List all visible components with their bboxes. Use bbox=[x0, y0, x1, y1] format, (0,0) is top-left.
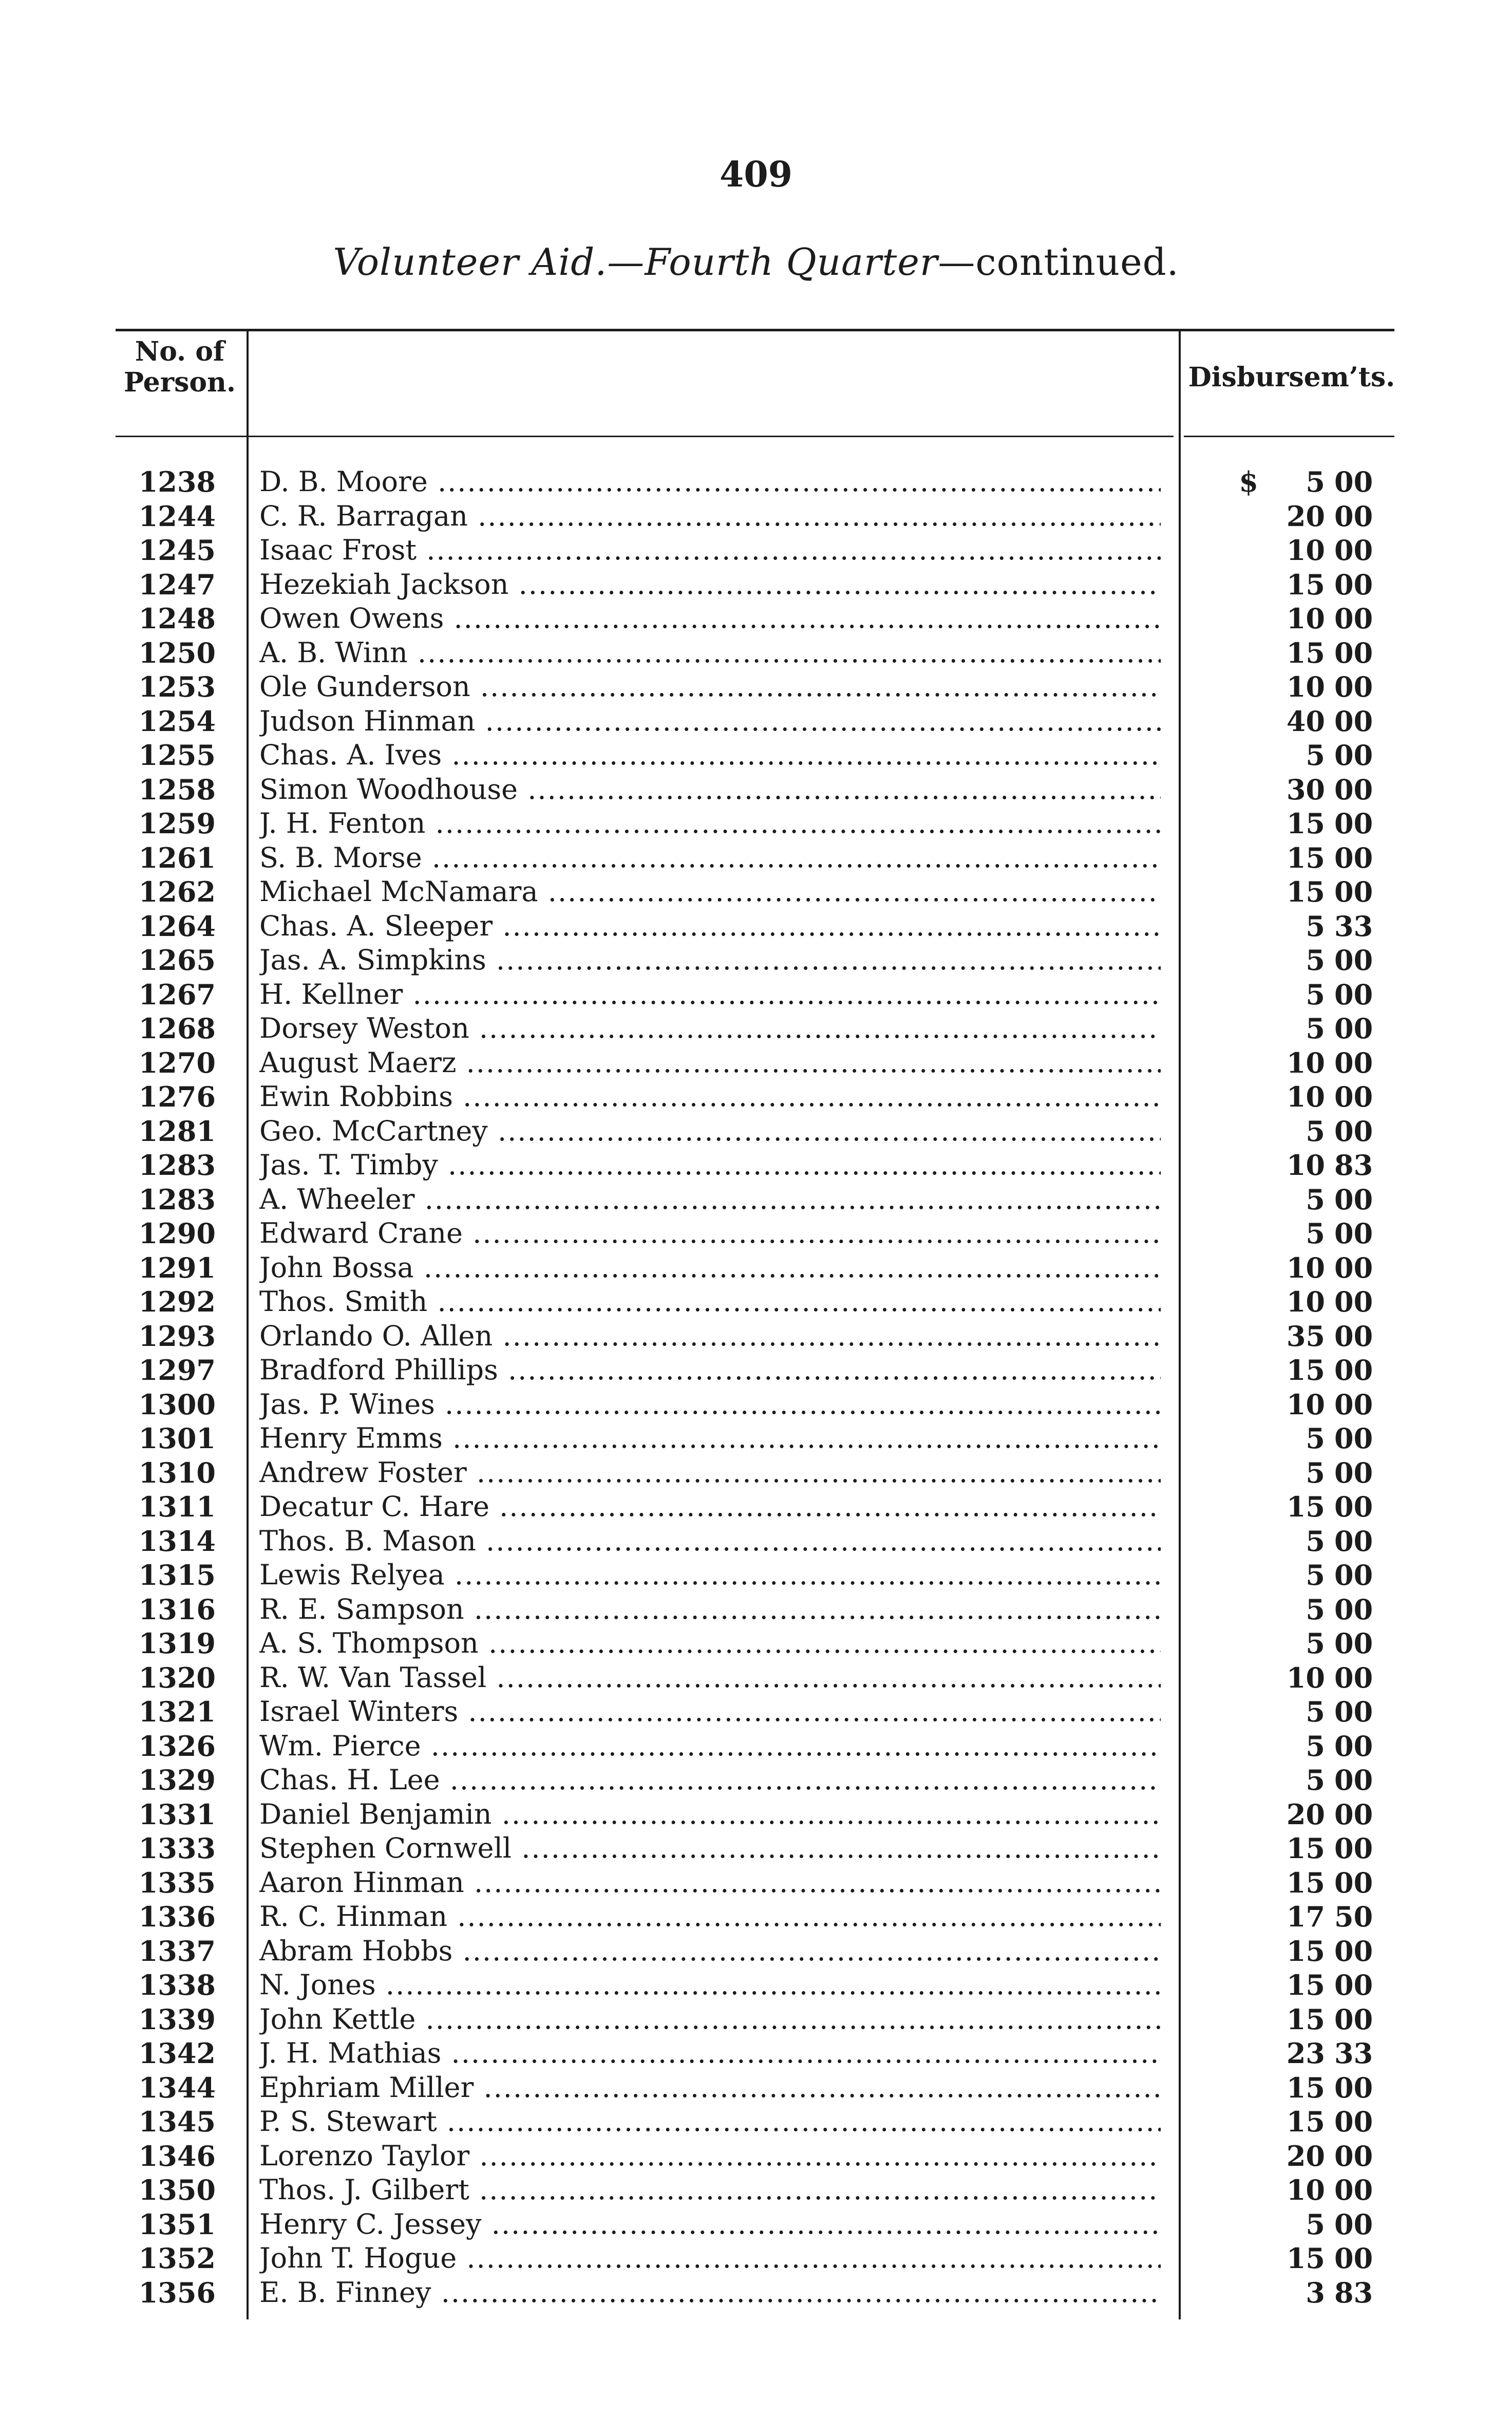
amount-dollars: 5 bbox=[1306, 909, 1325, 943]
person-name: Wm. Pierce ..... bbox=[259, 1729, 1161, 1764]
person-name: Ole Gunderson ..... bbox=[259, 670, 1161, 704]
table-row bbox=[0, 1695, 1512, 1729]
person-name: R. C. Hinman ..... bbox=[259, 1900, 1161, 1934]
person-name: Judson Hinman ..... bbox=[259, 704, 1161, 739]
amount-dollars: 5 bbox=[1306, 1764, 1325, 1796]
amount-dollars: 3 bbox=[1306, 2276, 1325, 2309]
table-row bbox=[0, 1900, 1512, 1934]
person-number: 1314 bbox=[138, 1524, 216, 1558]
amount-cents: 83 bbox=[1334, 1149, 1373, 1182]
person-number: 1315 bbox=[138, 1559, 216, 1591]
amount-cents: 00 bbox=[1334, 602, 1373, 635]
amount-dollars: 23 bbox=[1286, 2037, 1325, 2070]
amount-cents: 00 bbox=[1334, 534, 1373, 567]
person-name: Andrew Foster ..... bbox=[259, 1456, 1161, 1490]
table-row bbox=[0, 1216, 1512, 1251]
table-row bbox=[0, 1558, 1512, 1593]
person-number: 1293 bbox=[138, 1319, 216, 1353]
page-number: 409 bbox=[720, 154, 792, 195]
person-name: Daniel Benjamin ..... bbox=[259, 1797, 1161, 1832]
amount-dollars: 20 bbox=[1286, 2139, 1325, 2172]
table-row bbox=[0, 1593, 1512, 1627]
table-row bbox=[0, 636, 1512, 670]
amount-cents: 00 bbox=[1334, 1114, 1373, 1148]
person-number: 1262 bbox=[138, 875, 216, 908]
amount-dollars: 15 bbox=[1286, 2105, 1325, 2138]
person-number: 1338 bbox=[138, 1969, 216, 2001]
person-name: J. H. Mathias ..... bbox=[259, 2036, 1161, 2071]
amount-dollars: 10 bbox=[1286, 1661, 1325, 1694]
currency-symbol: $ bbox=[1239, 465, 1258, 498]
amount-dollars: 5 bbox=[1306, 1524, 1325, 1558]
table-row bbox=[0, 1080, 1512, 1114]
person-name: Owen Owens ..... bbox=[259, 602, 1161, 636]
person-number: 1326 bbox=[138, 1729, 216, 1763]
table-row bbox=[0, 1626, 1512, 1661]
amount-cents: 00 bbox=[1334, 875, 1373, 908]
person-number: 1310 bbox=[138, 1456, 216, 1489]
header-bottom-rule-left bbox=[116, 436, 1174, 437]
amount-dollars: 5 bbox=[1306, 1559, 1325, 1591]
table-row bbox=[0, 1319, 1512, 1354]
person-number: 1292 bbox=[138, 1285, 216, 1318]
amount-dollars: 35 bbox=[1286, 1319, 1325, 1353]
page-title-main: Volunteer Aid.—Fourth Quarter bbox=[333, 240, 938, 284]
amount-cents: 00 bbox=[1334, 1490, 1373, 1523]
table-row bbox=[0, 1797, 1512, 1832]
person-name: S. B. Morse ..... bbox=[259, 841, 1161, 875]
person-name: Isaac Frost ..... bbox=[259, 533, 1161, 568]
person-name: Hezekiah Jackson ..... bbox=[259, 568, 1161, 602]
amount-cents: 00 bbox=[1334, 1559, 1373, 1591]
amount-cents: 00 bbox=[1334, 978, 1373, 1011]
amount-cents: 00 bbox=[1334, 944, 1373, 977]
table-row bbox=[0, 533, 1512, 568]
amount-cents: 00 bbox=[1334, 1593, 1373, 1626]
person-number: 1254 bbox=[138, 704, 216, 738]
amount-dollars: 15 bbox=[1286, 2242, 1325, 2275]
column-header-disbursements: Disbursem’ts. bbox=[1188, 362, 1395, 393]
person-number: 1255 bbox=[138, 739, 216, 772]
amount-dollars: 10 bbox=[1286, 1388, 1325, 1421]
amount-dollars: 15 bbox=[1286, 1969, 1325, 2001]
amount-cents: 00 bbox=[1334, 1797, 1373, 1831]
person-name: C. R. Barragan ..... bbox=[259, 499, 1161, 534]
amount-dollars: 15 bbox=[1286, 2071, 1325, 2104]
person-number: 1356 bbox=[138, 2276, 216, 2309]
person-name: Abram Hobbs ..... bbox=[259, 1934, 1161, 1969]
amount-dollars: 5 bbox=[1306, 465, 1325, 498]
table-row bbox=[0, 1524, 1512, 1559]
person-name: R. E. Sampson ..... bbox=[259, 1593, 1161, 1627]
person-number: 1342 bbox=[138, 2037, 216, 2070]
table-row bbox=[0, 978, 1512, 1012]
amount-dollars: 40 bbox=[1286, 704, 1325, 738]
amount-cents: 00 bbox=[1334, 1456, 1373, 1489]
person-name: Thos. Smith ..... bbox=[259, 1285, 1161, 1319]
person-number: 1265 bbox=[138, 944, 216, 977]
person-name: Henry C. Jessey ..... bbox=[259, 2207, 1161, 2242]
amount-dollars: 20 bbox=[1286, 1797, 1325, 1831]
person-number: 1320 bbox=[138, 1661, 216, 1694]
person-number: 1331 bbox=[138, 1797, 216, 1831]
amount-dollars: 15 bbox=[1286, 1490, 1325, 1523]
table-row bbox=[0, 1285, 1512, 1319]
table-row bbox=[0, 738, 1512, 773]
person-name: Simon Woodhouse ..... bbox=[259, 773, 1161, 807]
amount-dollars: 10 bbox=[1286, 1251, 1325, 1284]
person-number: 1291 bbox=[138, 1251, 216, 1284]
amount-cents: 00 bbox=[1334, 1524, 1373, 1558]
person-number: 1283 bbox=[138, 1149, 216, 1182]
table-row bbox=[0, 1046, 1512, 1080]
person-number: 1329 bbox=[138, 1764, 216, 1796]
amount-cents: 00 bbox=[1334, 2174, 1373, 2206]
amount-dollars: 5 bbox=[1306, 1217, 1325, 1250]
table-row bbox=[0, 670, 1512, 704]
person-number: 1247 bbox=[138, 568, 216, 601]
person-number: 1352 bbox=[138, 2242, 216, 2275]
person-name: Dorsey Weston ..... bbox=[259, 1012, 1161, 1046]
table-row bbox=[0, 2173, 1512, 2207]
amount-cents: 00 bbox=[1334, 807, 1373, 840]
person-number: 1301 bbox=[138, 1422, 216, 1455]
person-number: 1268 bbox=[138, 1012, 216, 1045]
amount-dollars: 17 bbox=[1286, 1900, 1325, 1933]
amount-dollars: 5 bbox=[1306, 739, 1325, 772]
table-row bbox=[0, 1934, 1512, 1969]
person-name: Jas. P. Wines ..... bbox=[259, 1388, 1161, 1422]
amount-dollars: 5 bbox=[1306, 1695, 1325, 1728]
person-number: 1351 bbox=[138, 2207, 216, 2241]
person-name: Chas. A. Sleeper ..... bbox=[259, 909, 1161, 944]
person-number: 1250 bbox=[138, 636, 216, 669]
amount-cents: 00 bbox=[1334, 1046, 1373, 1079]
amount-dollars: 10 bbox=[1286, 670, 1325, 703]
ledger-rows bbox=[0, 465, 1512, 2310]
amount-cents: 00 bbox=[1334, 670, 1373, 703]
amount-cents: 00 bbox=[1334, 1251, 1373, 1284]
amount-cents: 00 bbox=[1334, 568, 1373, 601]
amount-cents: 00 bbox=[1334, 1354, 1373, 1387]
table-row bbox=[0, 602, 1512, 636]
person-name: John Bossa ..... bbox=[259, 1251, 1161, 1285]
person-name: P. S. Stewart ..... bbox=[259, 2105, 1161, 2139]
person-name: Ewin Robbins ..... bbox=[259, 1080, 1161, 1114]
person-name: Michael McNamara ..... bbox=[259, 875, 1161, 909]
person-number: 1245 bbox=[138, 534, 216, 567]
person-name: Ephriam Miller ..... bbox=[259, 2071, 1161, 2105]
person-number: 1238 bbox=[138, 465, 216, 498]
amount-dollars: 5 bbox=[1306, 1729, 1325, 1763]
person-name: H. Kellner ..... bbox=[259, 978, 1161, 1012]
table-row bbox=[0, 943, 1512, 978]
person-number: 1253 bbox=[138, 670, 216, 703]
person-name: August Maerz ..... bbox=[259, 1046, 1161, 1080]
table-row bbox=[0, 2139, 1512, 2174]
amount-cents: 33 bbox=[1334, 909, 1373, 943]
person-name: Thos. B. Mason ..... bbox=[259, 1524, 1161, 1559]
amount-dollars: 5 bbox=[1306, 2207, 1325, 2241]
person-number: 1319 bbox=[138, 1627, 216, 1660]
header-top-rule bbox=[116, 329, 1394, 331]
person-number: 1321 bbox=[138, 1695, 216, 1728]
person-name: Chas. H. Lee ..... bbox=[259, 1763, 1161, 1797]
person-name: Stephen Cornwell ..... bbox=[259, 1831, 1161, 1866]
amount-cents: 00 bbox=[1334, 1627, 1373, 1660]
table-row bbox=[0, 568, 1512, 602]
table-row bbox=[0, 1831, 1512, 1866]
amount-cents: 00 bbox=[1334, 1080, 1373, 1113]
amount-cents: 00 bbox=[1334, 2071, 1373, 2104]
person-name: Chas. A. Ives ..... bbox=[259, 738, 1161, 773]
amount-cents: 00 bbox=[1334, 1934, 1373, 1968]
person-number: 1300 bbox=[138, 1388, 216, 1421]
amount-dollars: 10 bbox=[1286, 1046, 1325, 1079]
amount-dollars: 15 bbox=[1286, 1934, 1325, 1968]
person-number: 1344 bbox=[138, 2071, 216, 2104]
table-row bbox=[0, 841, 1512, 875]
amount-dollars: 15 bbox=[1286, 568, 1325, 601]
amount-dollars: 15 bbox=[1286, 1866, 1325, 1899]
table-row bbox=[0, 1763, 1512, 1797]
amount-dollars: 15 bbox=[1286, 636, 1325, 669]
amount-cents: 00 bbox=[1334, 1764, 1373, 1796]
person-number: 1261 bbox=[138, 841, 216, 874]
amount-dollars: 15 bbox=[1286, 807, 1325, 840]
amount-dollars: 5 bbox=[1306, 978, 1325, 1011]
person-number: 1335 bbox=[138, 1866, 216, 1899]
amount-dollars: 10 bbox=[1286, 602, 1325, 635]
amount-dollars: 15 bbox=[1286, 875, 1325, 908]
table-row bbox=[0, 773, 1512, 807]
amount-cents: 00 bbox=[1334, 1012, 1373, 1045]
person-name: Bradford Phillips ..... bbox=[259, 1353, 1161, 1388]
table-row bbox=[0, 1490, 1512, 1524]
amount-dollars: 15 bbox=[1286, 1354, 1325, 1387]
table-row bbox=[0, 2002, 1512, 2037]
amount-cents: 00 bbox=[1334, 1866, 1373, 1899]
amount-dollars: 5 bbox=[1306, 1183, 1325, 1216]
amount-cents: 00 bbox=[1334, 1695, 1373, 1728]
person-name: D. B. Moore ..... bbox=[259, 465, 1161, 499]
person-name: Israel Winters ..... bbox=[259, 1695, 1161, 1729]
person-name: A. B. Winn ..... bbox=[259, 636, 1161, 670]
person-name: E. B. Finney ..... bbox=[259, 2276, 1161, 2310]
amount-dollars: 5 bbox=[1306, 1456, 1325, 1489]
amount-dollars: 5 bbox=[1306, 944, 1325, 977]
table-row bbox=[0, 1661, 1512, 1695]
amount-cents: 00 bbox=[1334, 2242, 1373, 2275]
table-row bbox=[0, 1456, 1512, 1490]
person-name: N. Jones ..... bbox=[259, 1968, 1161, 2002]
table-row bbox=[0, 1148, 1512, 1183]
person-number: 1276 bbox=[138, 1080, 216, 1113]
table-row bbox=[0, 704, 1512, 739]
amount-cents: 00 bbox=[1334, 1661, 1373, 1694]
amount-dollars: 5 bbox=[1306, 1422, 1325, 1455]
person-number: 1270 bbox=[138, 1046, 216, 1079]
person-name: Jas. A. Simpkins ..... bbox=[259, 943, 1161, 978]
amount-cents: 00 bbox=[1334, 1183, 1373, 1216]
amount-dollars: 10 bbox=[1286, 1080, 1325, 1113]
person-number: 1345 bbox=[138, 2105, 216, 2138]
person-number: 1336 bbox=[138, 1900, 216, 1933]
amount-cents: 00 bbox=[1334, 636, 1373, 669]
table-row bbox=[0, 909, 1512, 944]
person-name: Decatur C. Hare ..... bbox=[259, 1490, 1161, 1524]
person-number: 1267 bbox=[138, 978, 216, 1011]
amount-cents: 00 bbox=[1334, 1388, 1373, 1421]
person-name: Geo. McCartney ..... bbox=[259, 1114, 1161, 1149]
amount-dollars: 5 bbox=[1306, 1627, 1325, 1660]
amount-dollars: 10 bbox=[1286, 1149, 1325, 1182]
amount-cents: 00 bbox=[1334, 499, 1373, 533]
amount-dollars: 15 bbox=[1286, 2002, 1325, 2036]
amount-dollars: 15 bbox=[1286, 841, 1325, 874]
person-number: 1316 bbox=[138, 1593, 216, 1626]
person-number: 1259 bbox=[138, 807, 216, 840]
person-number: 1258 bbox=[138, 773, 216, 806]
amount-cents: 00 bbox=[1334, 1422, 1373, 1455]
person-name: Edward Crane ..... bbox=[259, 1216, 1161, 1251]
table-row bbox=[0, 1968, 1512, 2002]
amount-cents: 00 bbox=[1334, 2105, 1373, 2138]
amount-cents: 00 bbox=[1334, 2207, 1373, 2241]
amount-dollars: 30 bbox=[1286, 773, 1325, 806]
amount-cents: 00 bbox=[1334, 704, 1373, 738]
amount-cents: 00 bbox=[1334, 2002, 1373, 2036]
amount-cents: 00 bbox=[1334, 1832, 1373, 1865]
table-row bbox=[0, 465, 1512, 499]
table-row bbox=[0, 1183, 1512, 1217]
amount-cents: 33 bbox=[1334, 2037, 1373, 2070]
person-name: Henry Emms ..... bbox=[259, 1421, 1161, 1456]
amount-cents: 00 bbox=[1334, 2139, 1373, 2172]
person-number: 1350 bbox=[138, 2174, 216, 2206]
amount-dollars: 5 bbox=[1306, 1114, 1325, 1148]
amount-dollars: 10 bbox=[1286, 1285, 1325, 1318]
amount-cents: 00 bbox=[1334, 1319, 1373, 1353]
table-row bbox=[0, 2105, 1512, 2139]
amount-dollars: 15 bbox=[1286, 1832, 1325, 1865]
table-row bbox=[0, 1421, 1512, 1456]
person-number: 1290 bbox=[138, 1217, 216, 1250]
person-number: 1297 bbox=[138, 1354, 216, 1387]
person-name: A. S. Thompson ..... bbox=[259, 1626, 1161, 1661]
amount-cents: 00 bbox=[1334, 841, 1373, 874]
table-row bbox=[0, 1353, 1512, 1388]
header-bottom-rule-right bbox=[1184, 436, 1394, 437]
amount-cents: 00 bbox=[1334, 773, 1373, 806]
person-name: Aaron Hinman ..... bbox=[259, 1866, 1161, 1900]
table-row bbox=[0, 807, 1512, 841]
page-title bbox=[0, 240, 1512, 284]
table-row bbox=[0, 1012, 1512, 1046]
amount-dollars: 5 bbox=[1306, 1012, 1325, 1045]
amount-cents: 00 bbox=[1334, 1217, 1373, 1250]
person-name: Thos. J. Gilbert ..... bbox=[259, 2173, 1161, 2207]
person-number: 1264 bbox=[138, 909, 216, 943]
person-number: 1337 bbox=[138, 1934, 216, 1968]
person-name: John Kettle ..... bbox=[259, 2002, 1161, 2037]
person-name: Lewis Relyea ..... bbox=[259, 1558, 1161, 1593]
column-header-person-number: No. of Person. bbox=[123, 336, 236, 398]
amount-cents: 00 bbox=[1334, 1729, 1373, 1763]
amount-cents: 00 bbox=[1334, 465, 1373, 498]
amount-cents: 00 bbox=[1334, 1285, 1373, 1318]
table-row bbox=[0, 2276, 1512, 2310]
person-name: Jas. T. Timby ..... bbox=[259, 1148, 1161, 1183]
table-row bbox=[0, 1866, 1512, 1900]
table-row bbox=[0, 1251, 1512, 1285]
amount-cents: 00 bbox=[1334, 1969, 1373, 2001]
person-number: 1339 bbox=[138, 2002, 216, 2036]
amount-cents: 83 bbox=[1334, 2276, 1373, 2309]
person-name: R. W. Van Tassel ..... bbox=[259, 1661, 1161, 1695]
person-number: 1248 bbox=[138, 602, 216, 635]
person-name: John T. Hogue ..... bbox=[259, 2241, 1161, 2276]
amount-dollars: 10 bbox=[1286, 2174, 1325, 2206]
person-name: J. H. Fenton ..... bbox=[259, 807, 1161, 841]
table-row bbox=[0, 2241, 1512, 2276]
page-title-continued: —continued. bbox=[938, 240, 1179, 284]
amount-dollars: 10 bbox=[1286, 534, 1325, 567]
table-row bbox=[0, 1388, 1512, 1422]
amount-cents: 00 bbox=[1334, 739, 1373, 772]
table-row bbox=[0, 2071, 1512, 2105]
table-row bbox=[0, 1114, 1512, 1149]
table-row bbox=[0, 875, 1512, 909]
person-number: 1281 bbox=[138, 1114, 216, 1148]
table-row bbox=[0, 1729, 1512, 1764]
person-number: 1283 bbox=[138, 1183, 216, 1216]
person-number: 1311 bbox=[138, 1490, 216, 1523]
person-name: A. Wheeler ..... bbox=[259, 1183, 1161, 1217]
table-row bbox=[0, 2036, 1512, 2071]
person-number: 1346 bbox=[138, 2139, 216, 2172]
amount-dollars: 5 bbox=[1306, 1593, 1325, 1626]
amount-dollars: 20 bbox=[1286, 499, 1325, 533]
person-number: 1244 bbox=[138, 499, 216, 533]
table-row bbox=[0, 499, 1512, 534]
person-name: Lorenzo Taylor ..... bbox=[259, 2139, 1161, 2174]
person-number: 1333 bbox=[138, 1832, 216, 1865]
person-name: Orlando O. Allen ..... bbox=[259, 1319, 1161, 1354]
table-row bbox=[0, 2207, 1512, 2242]
amount-cents: 50 bbox=[1334, 1900, 1373, 1933]
